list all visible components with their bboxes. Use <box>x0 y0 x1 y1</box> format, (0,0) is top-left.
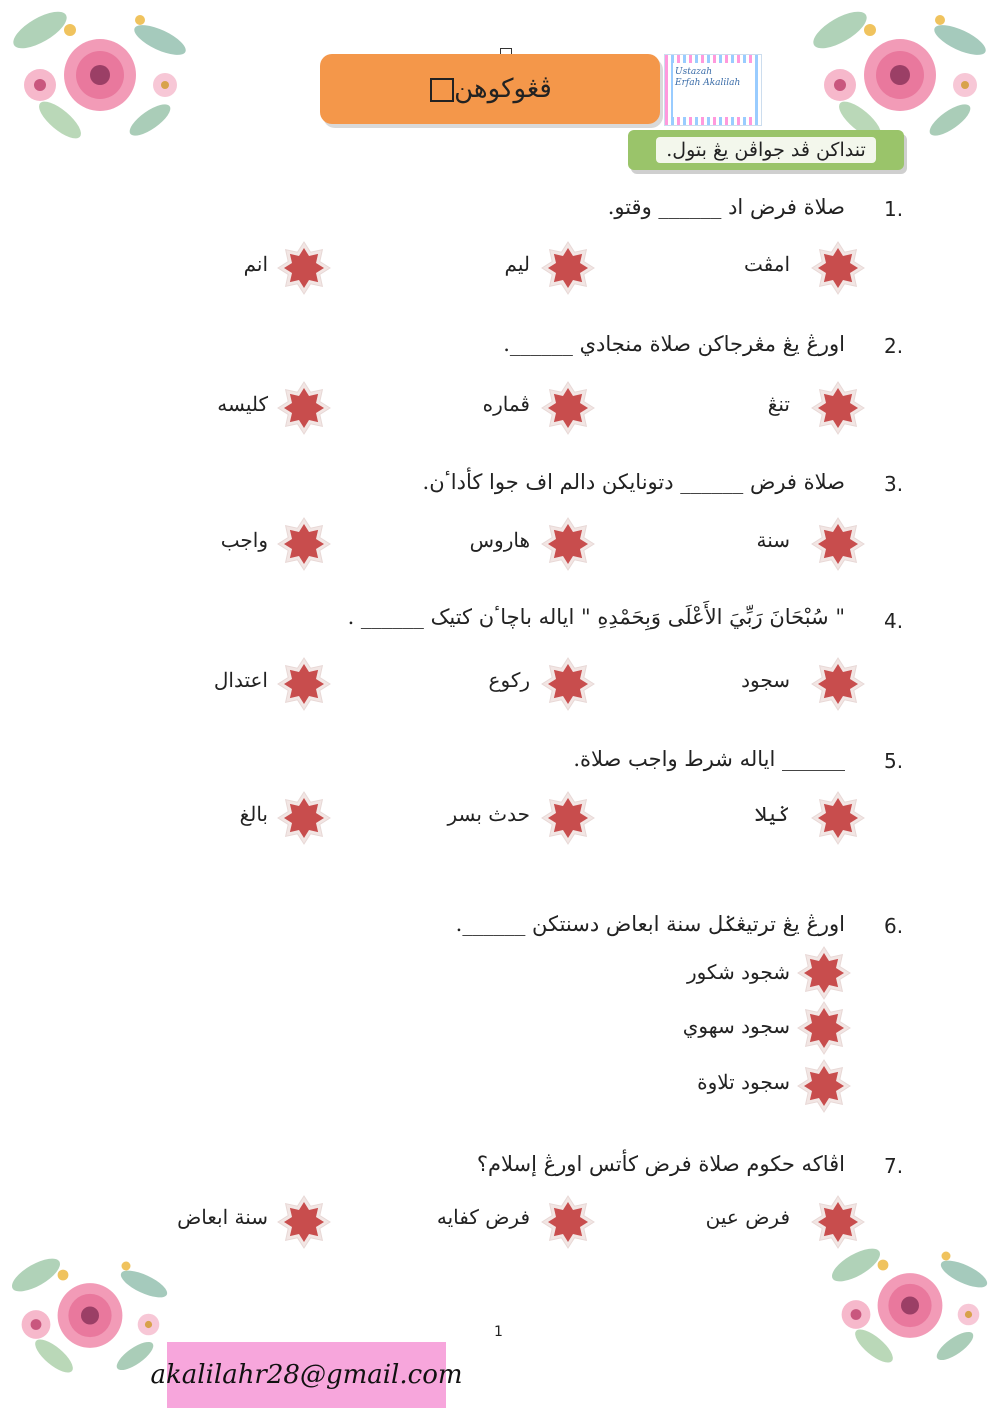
option-star-icon[interactable] <box>796 945 852 1001</box>
question-number: 5. <box>884 749 904 773</box>
option-label[interactable]: ڤماره <box>482 392 530 416</box>
page-number: 1 <box>494 1324 503 1340</box>
option-star-icon[interactable] <box>540 790 596 846</box>
question-number: 3. <box>884 472 904 496</box>
option-label[interactable]: اعتدال <box>213 668 268 692</box>
question-text: " سُبْحَانَ رَبِّيَ الأَعْلَى وَبِحَمْدِهِ " اياله باچاٴن كتيک ______ . <box>347 605 845 629</box>
option-star-icon[interactable] <box>276 516 332 572</box>
option-label[interactable]: سنة <box>756 528 790 552</box>
option-star-icon[interactable] <box>810 240 866 296</box>
option-label[interactable]: سنة ابعاض <box>177 1205 268 1229</box>
option-star-icon[interactable] <box>276 240 332 296</box>
option-star-icon[interactable] <box>276 656 332 712</box>
option-label[interactable]: سجود <box>741 668 790 692</box>
option-label[interactable]: ليم <box>504 252 530 276</box>
option-label[interactable]: هاروس <box>469 528 530 552</box>
option-label[interactable]: امڤت <box>743 252 790 276</box>
option-label[interactable]: بالغ <box>239 802 268 826</box>
title-box-mark <box>430 78 454 102</box>
option-label[interactable]: سجود سهوي <box>682 1014 790 1038</box>
option-star-icon[interactable] <box>540 240 596 296</box>
question-text: اورڠ يڠ مڠرجاكن صلاة منجادي ______. <box>503 332 845 356</box>
question-number: 7. <box>884 1154 904 1178</box>
option-star-icon[interactable] <box>276 790 332 846</box>
option-star-icon[interactable] <box>796 1058 852 1114</box>
option-star-icon[interactable] <box>540 1194 596 1250</box>
page-title: ڤڠوكوهن <box>454 74 552 104</box>
question-number: 6. <box>884 914 904 938</box>
question-text: اورڠ يڠ ترتيڠݢل سنة ابعاض دسنتكن ______. <box>455 912 845 936</box>
floral-decoration-top-left <box>0 0 200 160</box>
option-star-icon[interactable] <box>810 656 866 712</box>
question-number: 2. <box>884 334 904 358</box>
option-label[interactable]: شجود شكور <box>686 960 790 984</box>
email-address: akalilahr28@gmail.com <box>150 1360 463 1390</box>
option-label[interactable]: واجب <box>220 528 268 552</box>
email-banner <box>150 1342 463 1408</box>
option-label[interactable]: ݢيلا <box>754 802 790 826</box>
option-label[interactable]: حدث بسر <box>447 802 530 826</box>
question-number: 1. <box>884 197 904 221</box>
logo-line2: Erfah Akalilah <box>675 78 741 88</box>
option-label[interactable]: تنڠ <box>767 392 790 416</box>
author-logo <box>664 54 762 126</box>
option-star-icon[interactable] <box>810 1194 866 1250</box>
instruction-text: تنداكن ڤد جواڤن يڠ بتول. <box>656 137 875 163</box>
option-label[interactable]: سجود تلاوة <box>697 1070 790 1094</box>
question-text: ______ اياله شرط واجب صلاة. <box>573 747 845 771</box>
option-star-icon[interactable] <box>540 380 596 436</box>
option-label[interactable]: فرض عين <box>705 1205 790 1229</box>
question-number: 4. <box>884 609 904 633</box>
option-star-icon[interactable] <box>810 380 866 436</box>
option-label[interactable]: كليسه <box>217 392 268 416</box>
option-star-icon[interactable] <box>540 656 596 712</box>
option-star-icon[interactable] <box>810 516 866 572</box>
question-text: اڤاكه حكوم صلاة فرض كأتس اورڠ إسلام؟ <box>476 1152 845 1176</box>
option-star-icon[interactable] <box>276 380 332 436</box>
option-star-icon[interactable] <box>796 1000 852 1056</box>
instruction-banner <box>628 130 904 170</box>
option-label[interactable]: فرض كفايه <box>436 1205 530 1229</box>
logo-line1: Ustazah <box>675 67 713 77</box>
option-label[interactable]: انم <box>243 252 268 276</box>
question-text: صلاة فرض ______ دتونايكن دالم اف جوا كأداٴن. <box>422 470 845 494</box>
title-banner <box>320 54 660 124</box>
option-star-icon[interactable] <box>276 1194 332 1250</box>
option-star-icon[interactable] <box>810 790 866 846</box>
option-label[interactable]: ركوع <box>488 668 530 692</box>
option-star-icon[interactable] <box>540 516 596 572</box>
question-text: صلاة فرض اد ______ وقتو. <box>607 195 845 219</box>
